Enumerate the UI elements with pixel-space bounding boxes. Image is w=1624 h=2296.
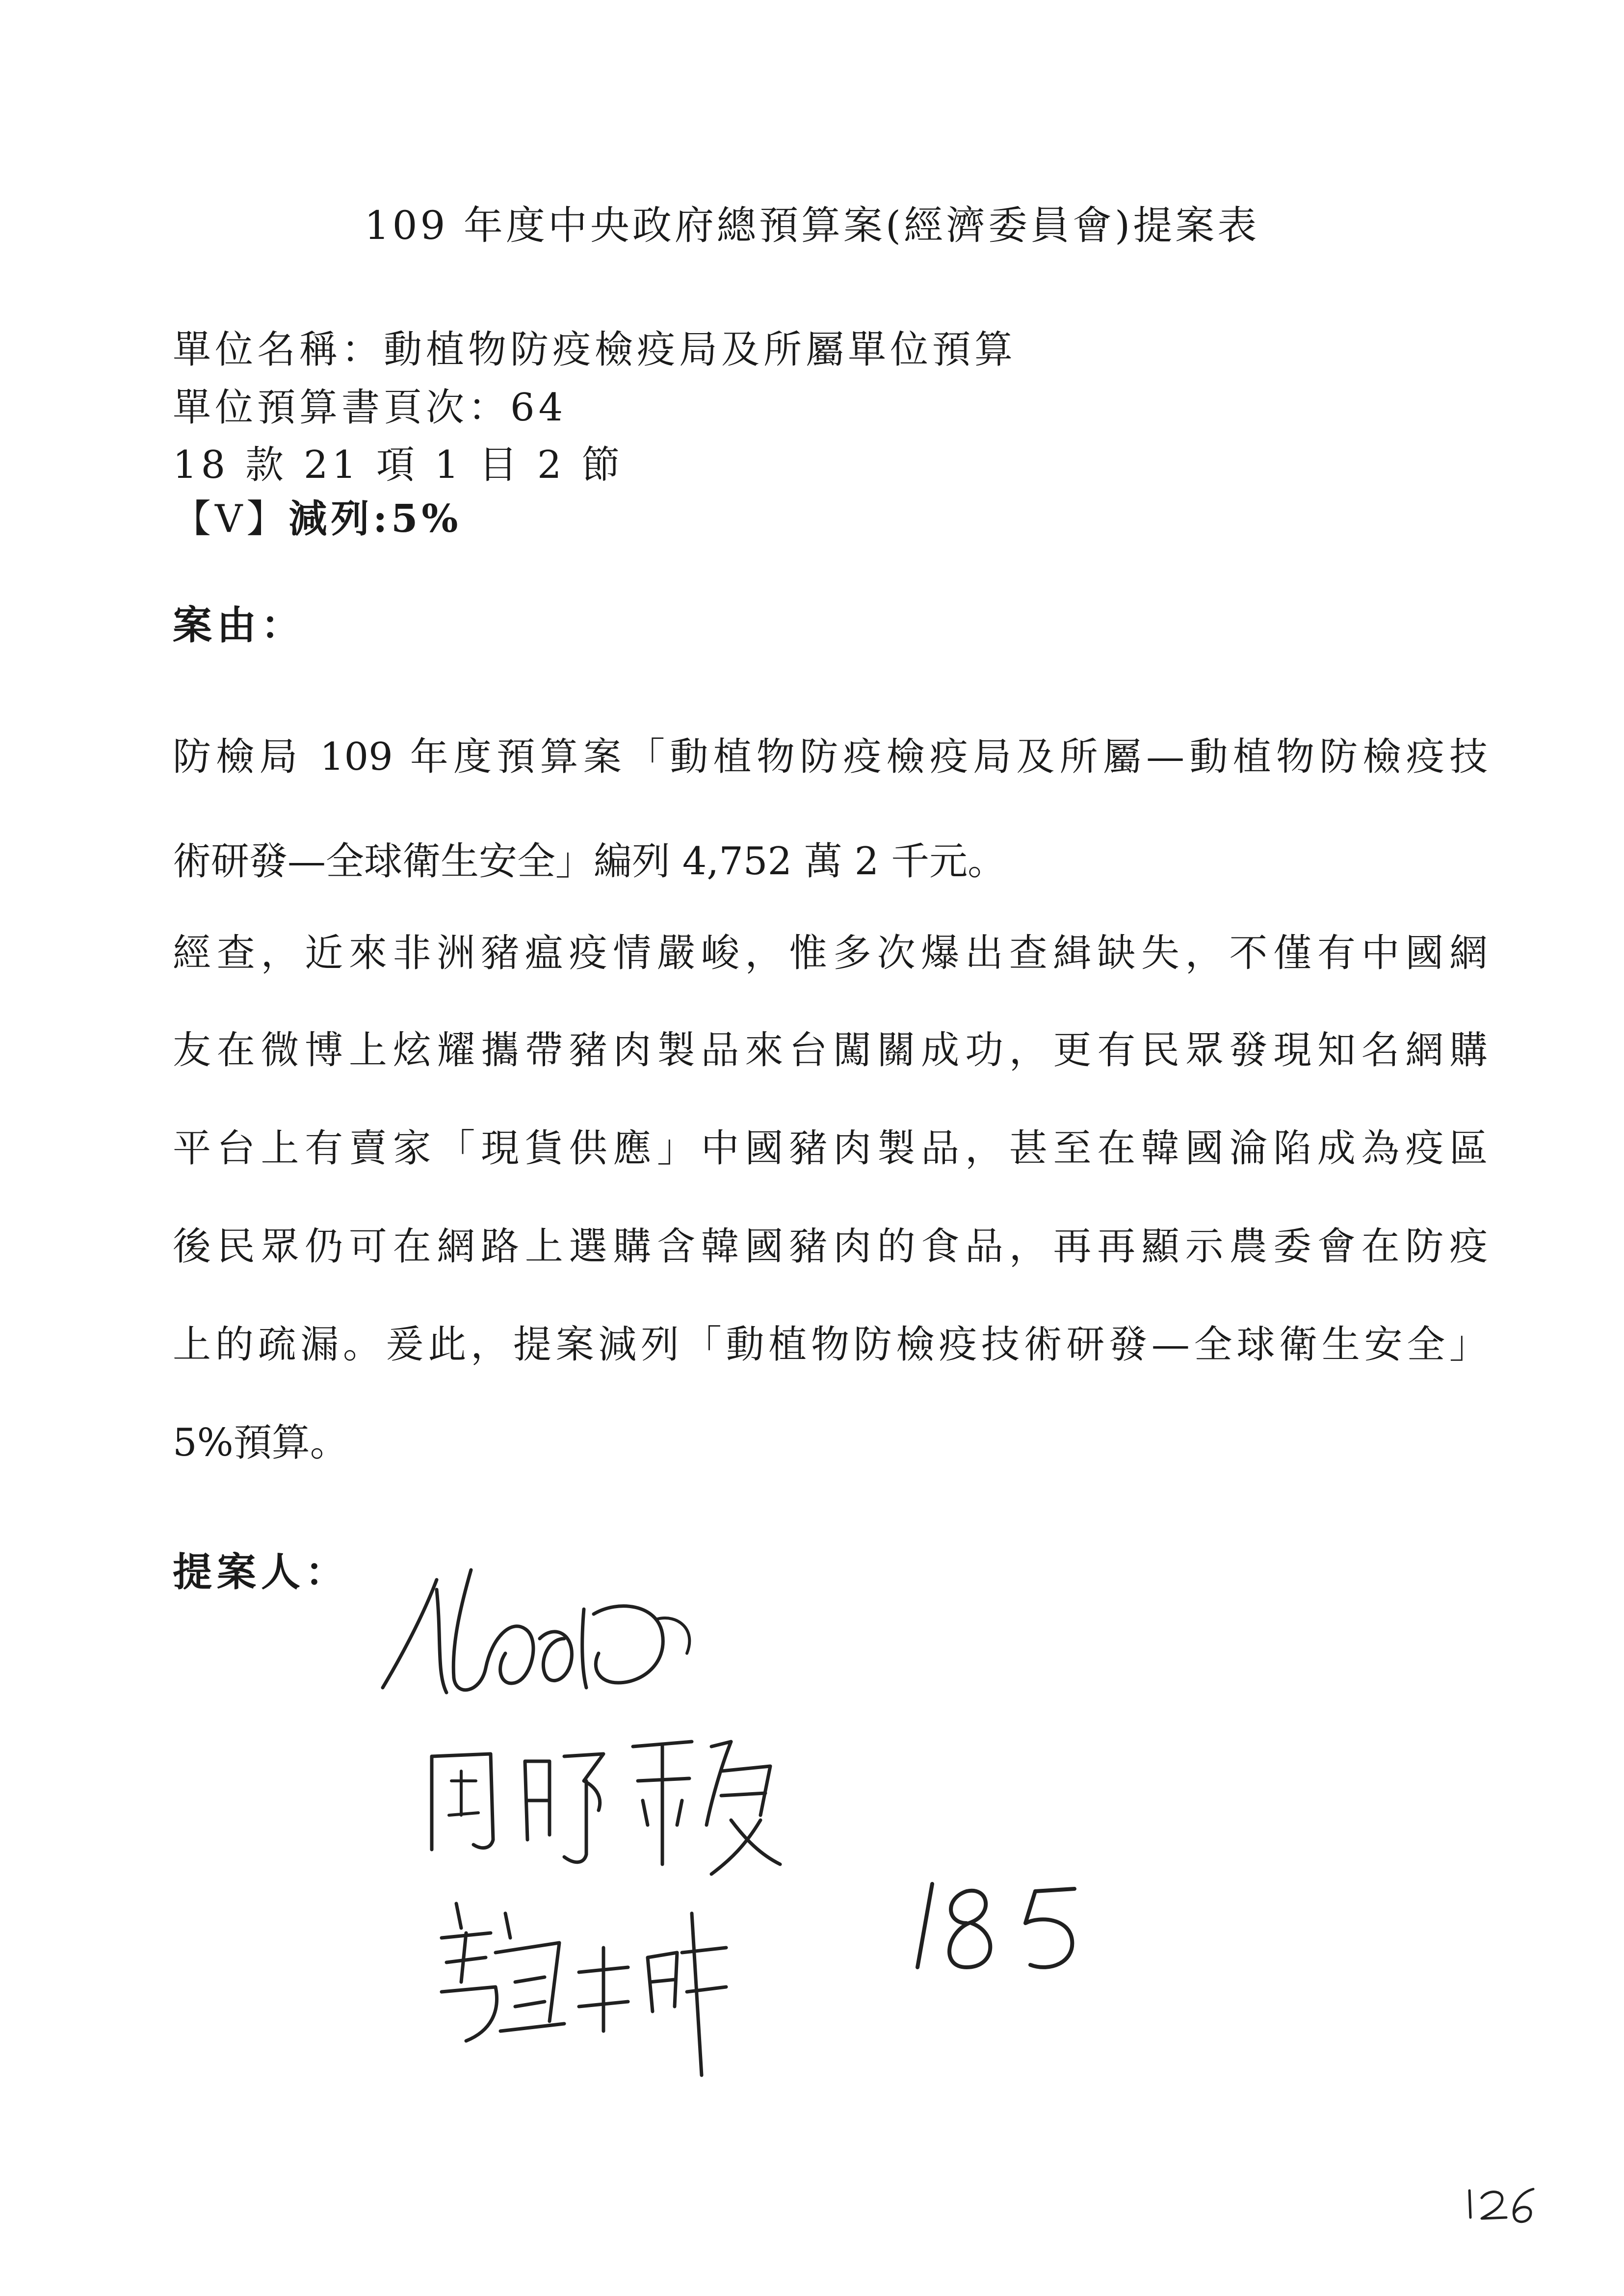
item-reference: 18 款 21 項 1 目 2 節 <box>173 443 624 487</box>
paragraph-line: 平台上有賣家「現貨供應」中國豬肉製品，甚至在韓國淪陷成為疫區 <box>173 1126 1488 1171</box>
reduction-line <box>173 488 462 543</box>
reduction-label: 減列:5% <box>288 496 462 541</box>
page-reference: 單位預算書頁次：64 <box>173 386 567 430</box>
checkbox-mark: 【V】 <box>173 497 289 541</box>
document-title: 109 年度中央政府總預算案(經濟委員會)提案表 <box>364 203 1260 248</box>
proposer-label: 提案人： <box>173 1549 349 1595</box>
signature-3 <box>432 1884 746 2080</box>
paragraph-line: 後民眾仍可在網路上選購含韓國豬肉的食品，再再顯示農委會在防疫 <box>173 1225 1488 1269</box>
paragraph-line: 防檢局 109 年度預算案「動植物防疫檢疫局及所屬—動植物防檢疫技 <box>173 735 1488 779</box>
unit-name: 單位名稱：動植物防疫檢疫局及所屬單位預算 <box>173 328 1017 372</box>
reason-label: 案由： <box>173 602 305 648</box>
paragraph-line: 友在微博上炫耀攜帶豬肉製品來台闖關成功，更有民眾發現知名網購 <box>173 1028 1488 1072</box>
paragraph-line: 術研發—全球衛生安全」編列 4,752 萬 2 千元。 <box>173 839 1006 884</box>
signature-2 <box>417 1727 790 1884</box>
signature-1 <box>363 1560 736 1727</box>
paragraph-line: 5%預算。 <box>173 1421 348 1465</box>
handwritten-number <box>898 1869 1104 1982</box>
paragraph-line: 上的疏漏。爰此，提案減列「動植物防檢疫技術研發—全球衛生安全」 <box>173 1323 1488 1367</box>
page-number <box>1460 2183 1543 2227</box>
paragraph-line: 經查，近來非洲豬瘟疫情嚴峻，惟多次爆出查緝缺失，不僅有中國網 <box>173 931 1488 975</box>
